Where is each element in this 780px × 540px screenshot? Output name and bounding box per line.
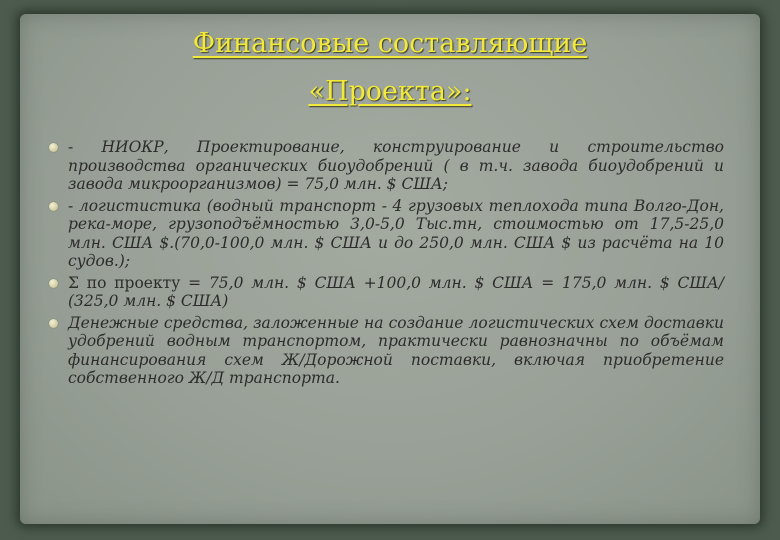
bullet-text: - логистистика (водный транспорт - 4 грузовых теплохода типа Волго-Дон, река-море, грузоподъёмностью 3,0-5,0 Тыс.тн, стоимостью от 17,5-25,0 млн. США $.(70,0-100,0 млн. $ США и до 250,0 млн. США $ из расчёта на 10 судов.);: [68, 196, 724, 270]
title-line-1: Финансовые составляющие: [192, 28, 588, 59]
bullet-text: - НИОКР, Проектирование, конструирование и строительство производства органических биоудобрений ( в т.ч. завода биоудобрений и завода микроорганизмов) = 75,0 млн. $ США;: [68, 138, 724, 193]
bullet-icon: [49, 202, 58, 211]
bullet-prefix: Σ по проекту: [68, 273, 181, 292]
bullet-icon: [49, 143, 58, 152]
bullet-item-logistics: [20, 197, 760, 271]
bullet-item-total: [20, 274, 760, 311]
bullet-list: [20, 138, 760, 388]
bullet-item-funds: [20, 314, 760, 388]
content-panel: [20, 14, 760, 524]
bullet-icon: [49, 319, 58, 328]
bullet-text: = 75,0 млн. $ США +100,0 млн. $ США = 175,0 млн. $ США/ (325,0 млн. $ США): [68, 273, 724, 310]
bullet-item-rnd: [20, 138, 760, 194]
bullet-text: Денежные средства, заложенные на создание логистических схем доставки удобрений водным транспортом, практически равнозначны по объёмам финансирования схем Ж/Дорожной поставки, включая приобретение собственного Ж/Д транспорта.: [68, 313, 724, 387]
bullet-icon: [49, 279, 58, 288]
title-line-2: «Проекта»:: [308, 76, 472, 107]
slide-title: [20, 20, 760, 116]
